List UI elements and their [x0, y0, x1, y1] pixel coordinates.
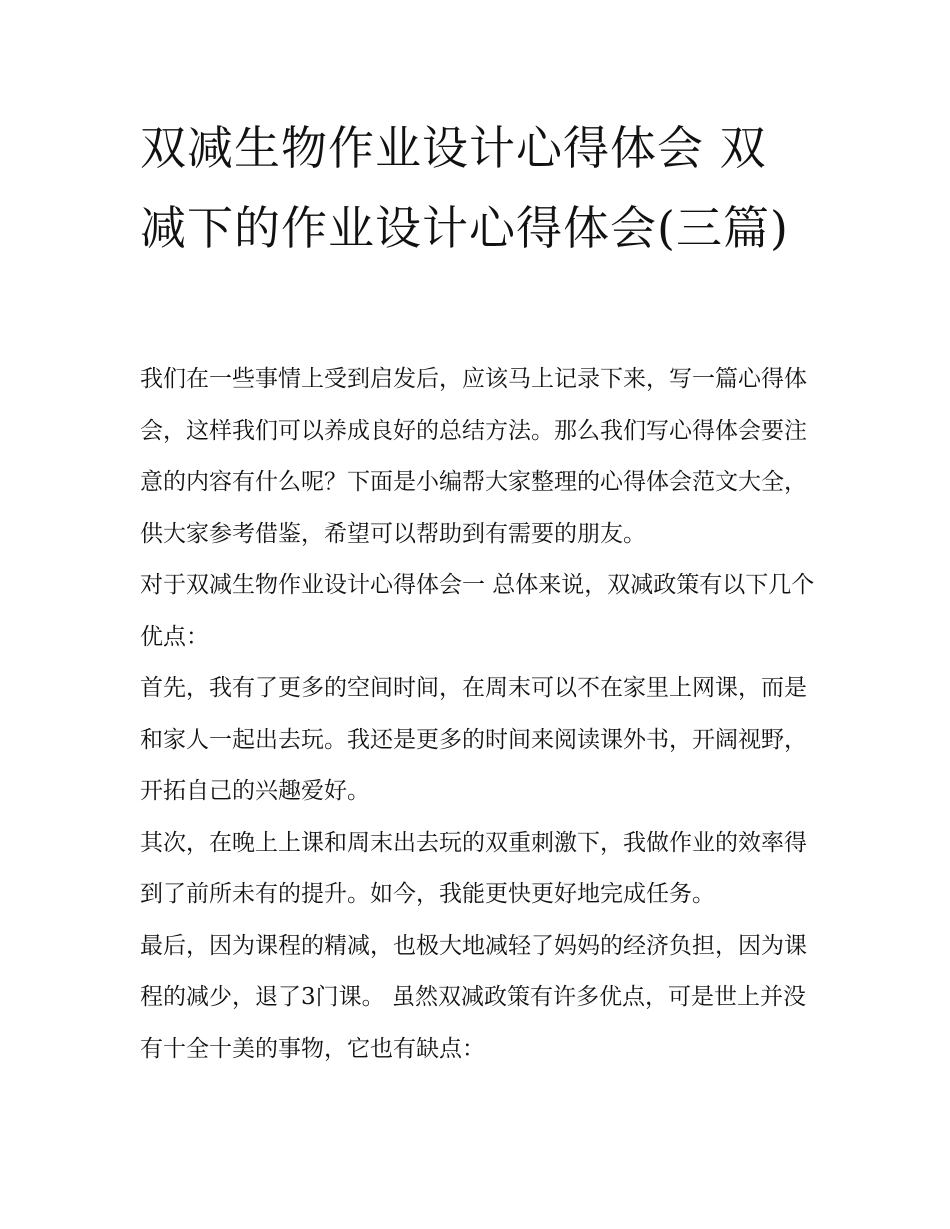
paragraph-intro: 我们在一些事情上受到启发后，应该马上记录下来，写一篇心得体会，这样我们可以养成良好的总结方法。那么我们写心得体会要注意的内容有什么呢？下面是小编帮大家整理的心得体会范文大全，供大家参考借鉴，希望可以帮助到有需要的朋友。 [140, 366, 807, 547]
paragraph-first-point: 首先，我有了更多的空间时间，在周末可以不在家里上网课，而是和家人一起出去玩。我还是更多的时间来阅读课外书，开阔视野，开拓自己的兴趣爱好。 [140, 675, 807, 804]
paragraph-last-point: 最后，因为课程的精减，也极大地减轻了妈妈的经济负担，因为课程的减少，退了3门课。 虽然双减政策有许多优点，可是世上并没有十全十美的事物，它也有缺点： [140, 932, 807, 1062]
document-body [140, 354, 815, 1075]
document-title: 双减生物作业设计心得体会 双减下的作业设计心得体会(三篇) [140, 121, 789, 255]
paragraph-section-one-intro: 对于双减生物作业设计心得体会一 总体来说，双减政策有以下几个优点： [140, 572, 815, 650]
paragraph-second-point: 其次，在晚上上课和周末出去玩的双重刺激下，我做作业的效率得到了前所未有的提升。如今，我能更快更好地完成任务。 [140, 829, 807, 907]
